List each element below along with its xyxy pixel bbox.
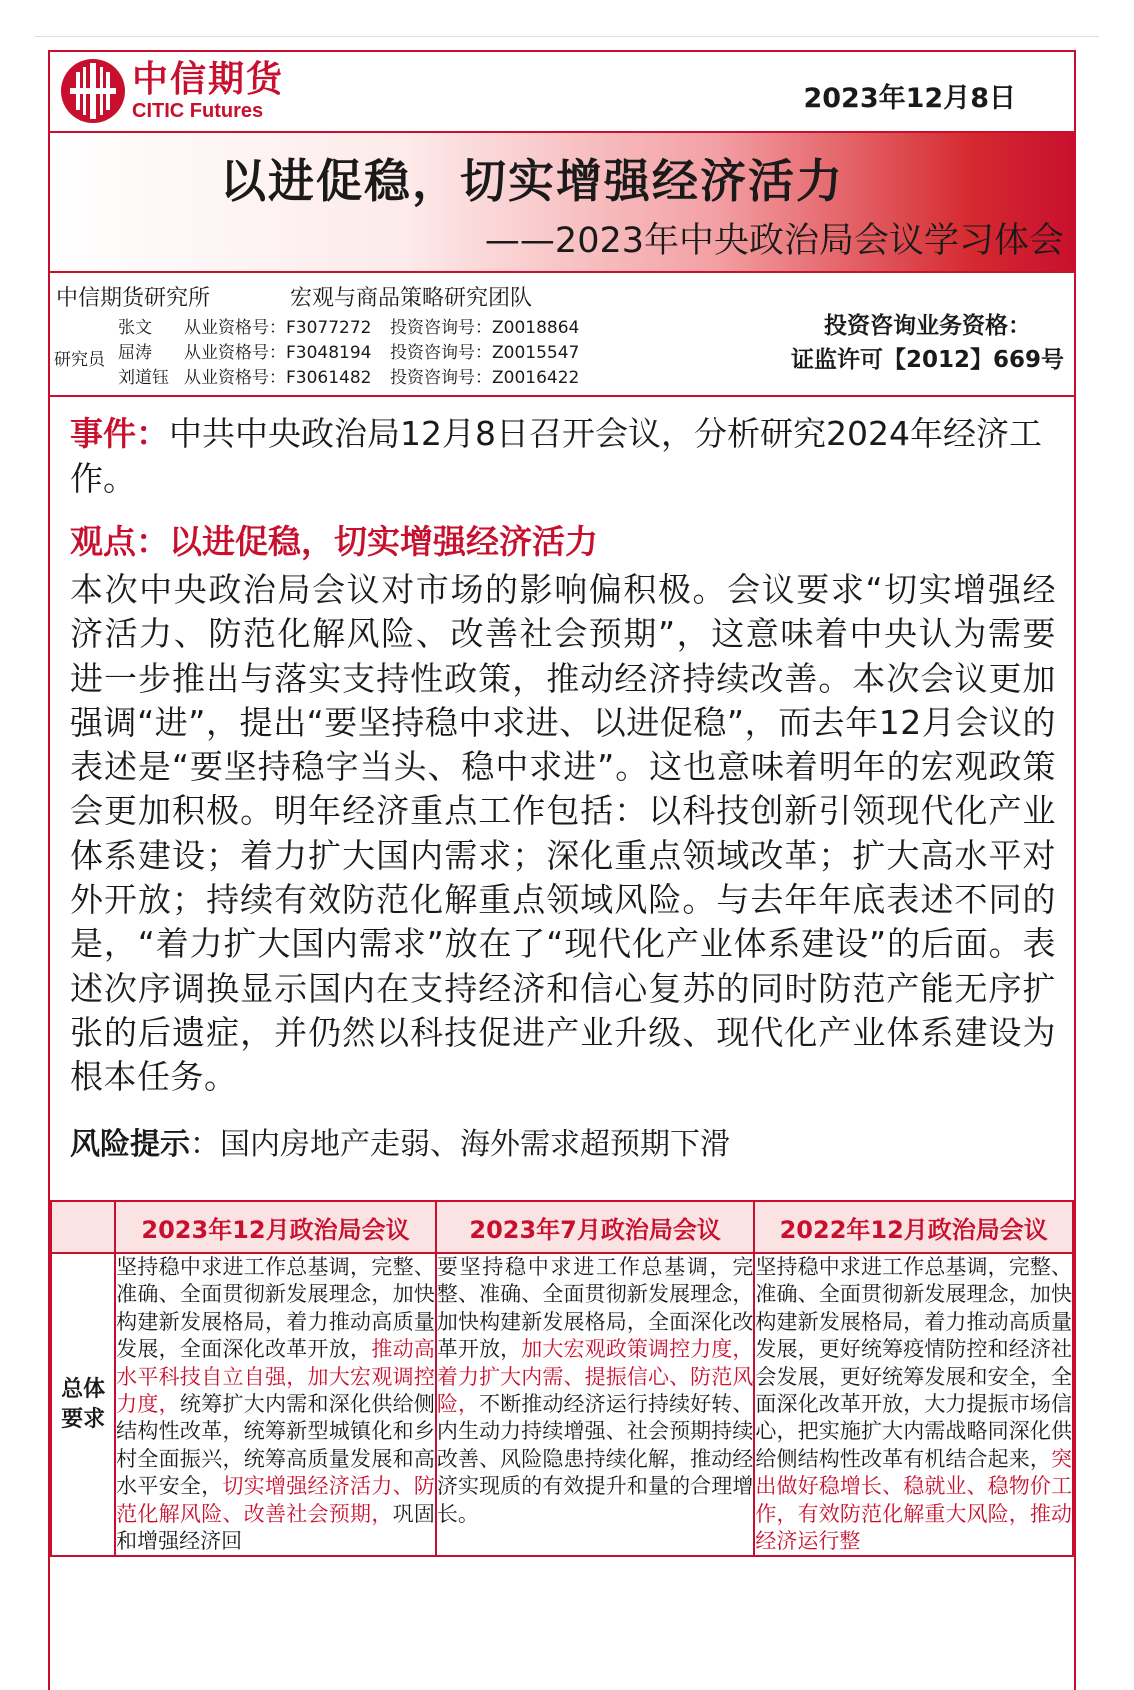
risk-note xyxy=(70,1124,1056,1166)
member-name: 张文 xyxy=(118,318,152,338)
table-row xyxy=(51,1253,1073,1556)
column-header: 2022年12月政治局会议 xyxy=(754,1201,1073,1253)
qualification xyxy=(791,309,1064,377)
title-banner xyxy=(50,133,1074,273)
qualification-line1: 投资咨询业务资格： xyxy=(823,313,1031,339)
member-row xyxy=(118,363,579,388)
analysis-paragraph: 本次中央政治局会议对市场的影响偏积极。会议要求“切实增强经济活力、防范化解风险、改善社会预期”，这意味着中央认为需要进一步推出与落实支持性政策，推动经济持续改善。本次会议更加强调“进”，提出“要坚持稳中求进、以进促稳”，而去年12月会议的表述是“要坚持稳字当头、稳中求进”。这也意味着明年的宏观政策会更加积极。明年经济重点工作包括：以科技创新引领现代化产业体系建设；着力扩大国内需求；深化重点领域改革；扩大高水平对外开放；持续有效防范化解重点领域风险。与去年年底表述不同的是，“着力扩大国内需求”放在了“现代化产业体系建设”的后面。表述次序调换显示国内在支持经济和信心复苏的同时防范产能无序扩张的后遗症，并仍然以科技促进产业升级、现代化产业体系建设为根本任务。 xyxy=(70,570,1056,1097)
member-cert: 从业资格号：F3061482 xyxy=(184,368,372,388)
member-consult: 投资咨询号：Z0015547 xyxy=(390,343,580,363)
report-title: 以进促稳，切实增强经济活力 xyxy=(220,154,844,208)
role-label: 研究员 xyxy=(54,350,105,370)
cell-highlight: 切实增强经济活力、防范化解风险、改善社会预期， xyxy=(116,1474,435,1526)
table-cell xyxy=(115,1253,436,1556)
cell-text: 不断推动经济运行持续好转、内生动力持续增强、社会预期持续改善、风险隐患持续化解，推动经济实现质的有效提升和量的合理增长。 xyxy=(436,1392,754,1526)
member-cert: 从业资格号：F3048194 xyxy=(184,343,372,363)
cell-text: 巩固和增强经济回 xyxy=(116,1501,435,1554)
report-subtitle: ——2023年中央政治局会议学习体会 xyxy=(484,221,1064,261)
view-text: 以进促稳，切实增强经济活力 xyxy=(169,522,598,561)
qualification-line2: 证监许可【2012】669号 xyxy=(790,347,1064,373)
member-consult: 投资咨询号：Z0016422 xyxy=(390,368,580,388)
comparison-table xyxy=(50,1200,1074,1557)
view-label: 观点： xyxy=(70,522,169,561)
research-team xyxy=(50,273,1074,397)
table-cell xyxy=(436,1253,755,1556)
member-consult: 投资咨询号：Z0018864 xyxy=(390,318,580,338)
report-frame xyxy=(48,50,1076,1690)
report-date: 2023年12月8日 xyxy=(803,83,1016,114)
event-text: 中共中央政治局12月8日召开会议，分析研究2024年经济工作。 xyxy=(70,414,1042,498)
cell-highlight: 推动高水平科技自立自强，加大宏观调控力度， xyxy=(116,1337,435,1417)
cell-text: 要坚持稳中求进工作总基调，完整、准确、全面贯彻新发展理念，加快构建新发展格局，全面深化改革开放， xyxy=(436,1255,754,1362)
cell-text: 坚持稳中求进工作总基调，完整、准确、全面贯彻新发展理念，加快构建新发展格局，着力推动高质量发展，全面深化改革开放， xyxy=(116,1255,435,1362)
cell-highlight: 突出做好稳增长、稳就业、稳物价工作，有效防范化解重大风险，推动经济运行整 xyxy=(755,1446,1072,1554)
view-heading xyxy=(70,519,1056,564)
risk-text: 国内房地产走弱、海外需求超预期下滑 xyxy=(220,1126,730,1162)
brand-logo xyxy=(60,58,284,124)
institute-name: 中信期货研究所 xyxy=(56,286,211,311)
table-header-row xyxy=(51,1201,1073,1253)
table-corner xyxy=(51,1201,115,1253)
brand-name-cn: 中信期货 xyxy=(132,59,285,100)
event-paragraph xyxy=(70,411,1056,501)
event-label: 事件： xyxy=(70,414,169,453)
member-name: 刘道钰 xyxy=(118,368,169,388)
member-row xyxy=(118,313,579,338)
member-row xyxy=(118,338,579,363)
column-header: 2023年7月政治局会议 xyxy=(436,1201,755,1253)
risk-colon: ： xyxy=(190,1126,220,1162)
cell-highlight: 加大宏观政策调控力度，着力扩大内需、提振信心、防范风险， xyxy=(436,1337,754,1417)
risk-label: 风险提示 xyxy=(70,1126,190,1162)
row-label: 总体要求 xyxy=(51,1253,115,1556)
column-header: 2023年12月政治局会议 xyxy=(115,1201,436,1253)
brand-name-en: CITIC Futures xyxy=(132,100,264,122)
cell-text: 统筹扩大内需和深化供给侧结构性改革，统筹新型城镇化和乡村全面振兴，统筹高质量发展和高水平安全， xyxy=(116,1392,435,1499)
member-name: 屈涛 xyxy=(118,343,152,363)
team-name: 宏观与商品策略研究团队 xyxy=(290,286,533,311)
cell-text: 坚持稳中求进工作总基调，完整、准确、全面贯彻新发展理念，加快构建新发展格局，着力推动高质量发展，更好统筹疫情防控和经济社会发展，更好统筹发展和安全，全面深化改革开放，大力提振市场信心，把实施扩大内需战略同深化供给侧结构性改革有机结合起来， xyxy=(755,1255,1072,1471)
citic-emblem-icon xyxy=(60,58,126,124)
report-body xyxy=(50,397,1074,1166)
report-header xyxy=(50,52,1074,133)
table-cell xyxy=(754,1253,1073,1556)
member-cert: 从业资格号：F3077272 xyxy=(184,318,372,338)
top-rule xyxy=(35,36,1099,37)
